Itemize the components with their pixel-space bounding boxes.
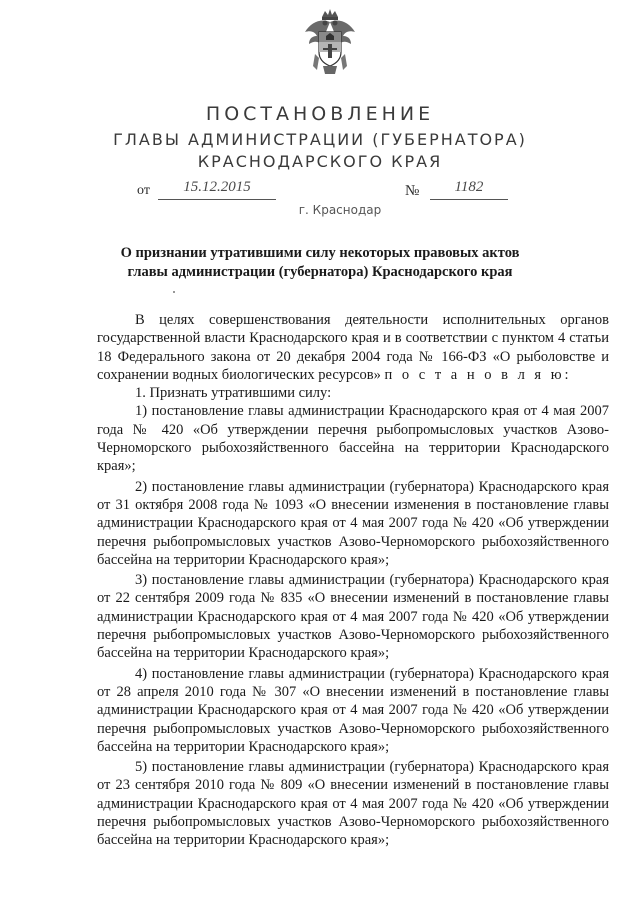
city-label: г. Краснодар	[298, 203, 382, 217]
decree-word: п о с т а н о в л я ю:	[384, 366, 572, 383]
document-meta-row	[0, 179, 640, 205]
stray-dot	[173, 291, 175, 293]
number-label: №	[405, 183, 420, 199]
document-type-heading: ПОСТАНОВЛЕНИЕ	[205, 103, 435, 125]
preamble-text: В целях совершенствования деятельности исполнительных органов государственной власти Краснодарского края и в соответствии с пунктом 4 статьи 18 Федерального закона от 20 декабря 2004 года № 166-ФЗ «О рыболовстве и сохранении водных биологических ресурсов»	[97, 312, 609, 383]
coat-of-arms-icon	[301, 8, 359, 78]
issuer-heading-line1: ГЛАВЫ АДМИНИСТРАЦИИ (ГУБЕРНАТОРА)	[113, 130, 527, 149]
list-item: 1) постановление главы администрации Краснодарского края от 4 мая 2007 года № 420 «Об утверждении перечня рыбопромысловых участков Азово-Черноморского рыбохозяйственного бассейна на территории Краснодарского края»;	[97, 403, 609, 475]
list-item: 5) постановление главы администрации (губернатора) Краснодарского края от 23 сентября 2010 года № 809 «О внесении изменений в постановление главы администрации Краснодарского края от 4 мая 2007 года № 420 «Об утверждении перечня рыбопромысловых участков Азово-Черноморского рыбохозяйственного бассейна на территории Краснодарского края»;	[97, 759, 609, 849]
document-number: 1182	[430, 179, 508, 200]
list-item: 2) постановление главы администрации (губернатора) Краснодарского края от 31 октября 2008 года № 1093 «О внесении изменения в постановление главы администрации Краснодарского края от 4 мая 2007 года № 420 «Об утверждении перечня рыбопромысловых участков Азово-Черноморского рыбохозяйственного бассейна на территории Краснодарского края»;	[97, 478, 609, 568]
document-body	[97, 311, 609, 850]
list-item: 4) постановление главы администрации (губернатора) Краснодарского края от 28 апреля 2010 года № 307 «О внесении изменений в постановление главы администрации Краснодарского края от 4 мая 2007 года № 420 «Об утверждении перечня рыбопромысловых участков Азово-Черноморского рыбохозяйственного бассейна на территории Краснодарского края»;	[97, 665, 609, 755]
document-title	[100, 244, 540, 282]
preamble-paragraph	[97, 311, 609, 384]
document-title-line2: главы администрации (губернатора) Краснодарского края	[127, 264, 513, 280]
issuer-heading-line2: КРАСНОДАРСКОГО КРАЯ	[197, 152, 443, 171]
item-1-heading: 1. Признать утратившими силу:	[135, 385, 332, 402]
document-date: 15.12.2015	[158, 179, 276, 200]
list-item: 3) постановление главы администрации (губернатора) Краснодарского края от 22 сентября 2009 года № 835 «О внесении изменений в постановление главы администрации Краснодарского края от 4 мая 2007 года № 420 «Об утверждении перечня рыбопромысловых участков Азово-Черноморского рыбохозяйственного бассейна на территории Краснодарского края»;	[97, 572, 609, 662]
document-title-line1: О признании утратившими силу некоторых правовых актов	[120, 245, 520, 261]
date-label: от	[137, 183, 150, 198]
